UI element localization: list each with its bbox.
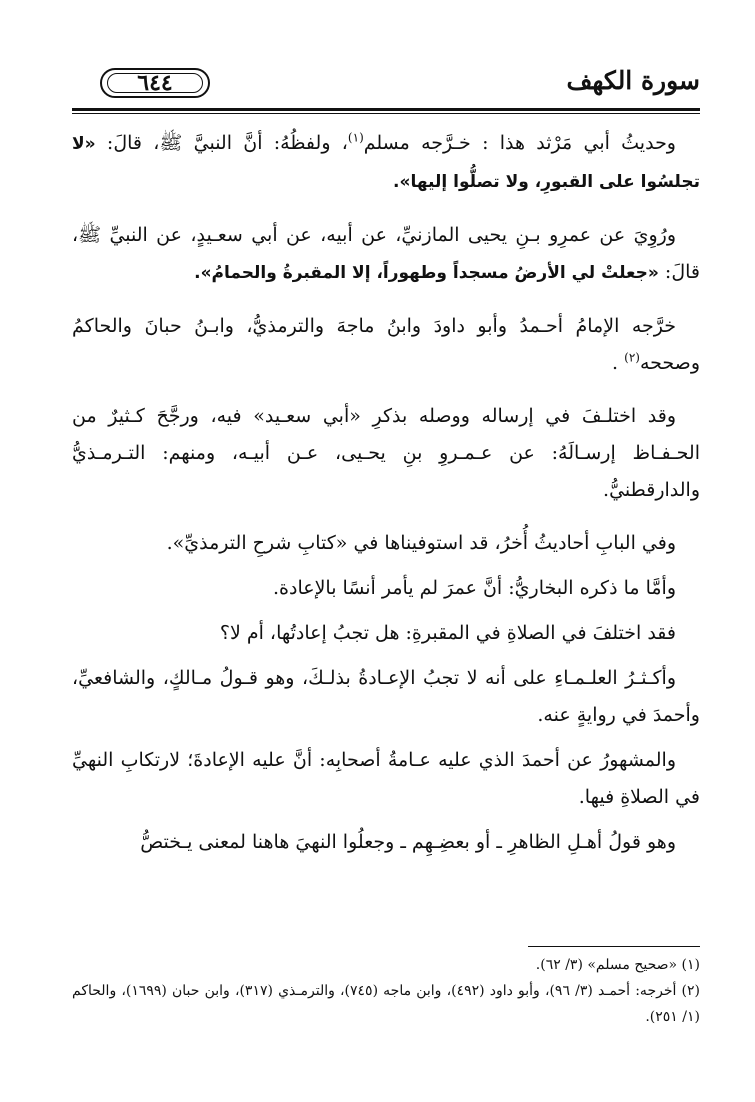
footnotes (72, 952, 700, 1030)
footnote-marker-1: (١) (347, 130, 364, 145)
hadith-quote-2: «جعلتْ لي الأرضُ مسجداً وطهوراً، إلا المقبرةُ والحمامُ». (194, 263, 659, 283)
paragraph-7: فقد اختلفَ في الصلاةِ في المقبرةِ: هل تجبُ إعادتُها، أم لا؟ (219, 622, 676, 644)
paragraph-3 (72, 308, 700, 382)
paragraph-1 (72, 125, 700, 201)
surah-title: سورة الكهف (566, 66, 700, 95)
page-number-badge (100, 68, 210, 98)
footnote-1: (١) «صحيح مسلم» (٣/ ٦٢). (535, 957, 700, 973)
paragraph-4: وقد اختلـفَ في إرساله ووصله بذكرِ «أبي سعـيد» فيه، ورجَّحَ كـثيرٌ من الحـفـاظ إرسـالَهُ: عن عـمـروِ بنِ يحـيى، عـن أبيـه، ومنهم: التـرمـذيُّ والدارقطنيُّ. (72, 405, 700, 501)
paragraph-6: وأمَّا ما ذكره البخاريُّ: أنَّ عمرَ لم يأمر أنسًا بالإعادة. (273, 577, 676, 599)
main-text (72, 125, 700, 869)
paragraph-1-text-a: وحديثُ أبي مَرْثد هذا : خـرَّجه مسلم (363, 132, 676, 154)
header-rule-thick (72, 108, 700, 111)
page-header (72, 64, 700, 108)
footnote-separator (528, 946, 700, 947)
hadith-quote-1: «لا تجلسُوا على القبورِ، ولا تصلُّوا إليها». (72, 134, 700, 192)
paragraph-10: وهو قولُ أهـلِ الظاهرِ ـ أو بعضِـهِم ـ وجعلُوا النهيَ هاهنا لمعنى يـختصُّ (140, 831, 676, 853)
paragraph-1-text-b: ، ولفظُهُ: أنَّ النبيَّ ﷺ، قالَ: (106, 132, 348, 154)
paragraph-8: وأكـثـرُ العلـمـاءِ على أنه لا تجبُ الإعـادةُ بذلـكَ، وهو قـولُ مـالكٍ، والشافعيِّ، وأحمدَ في روايةٍ عنه. (72, 667, 700, 726)
paragraph-2-text-a: ورُوِيَ عن عمرِو بـنِ يحيى المازنيِّ، عن أبيه، عن أبي سعـيدٍ، عن النبيِّ ﷺ، قالَ: (72, 224, 700, 283)
paragraph-3-text-b: . (612, 352, 625, 374)
footnote-marker-2: (٢) (624, 350, 640, 365)
header-rule-thin (72, 113, 700, 114)
paragraph-3-text-a: خرَّجه الإمامُ أحـمدُ وأبو داودَ وابنُ ماجهَ والترمذيُّ، وابـنُ حبانَ والحاكمُ وصححه (72, 315, 700, 374)
paragraph-5: وفي البابِ أحاديثُ أُخرُ، قد استوفيناها في «كتابِ شرحِ الترمذيِّ». (166, 532, 676, 554)
footnote-2: (٢) أخرجه: أحمـد (٣/ ٩٦)، وأبو داود (٤٩٢)، وابن ماجه (٧٤٥)، والترمـذي (٣١٧)، وابن حبان (١٦٩٩)، والحاكم (١/ ٢٥١). (72, 983, 700, 1025)
page-number: ٦٤٤ (137, 70, 173, 96)
paragraph-2 (72, 217, 700, 292)
paragraph-9: والمشهورُ عن أحمدَ الذي عليه عـامةُ أصحابِه: أنَّ عليه الإعادةَ؛ لارتكابِ النهيِّ في الصلاةِ فيها. (72, 749, 700, 808)
